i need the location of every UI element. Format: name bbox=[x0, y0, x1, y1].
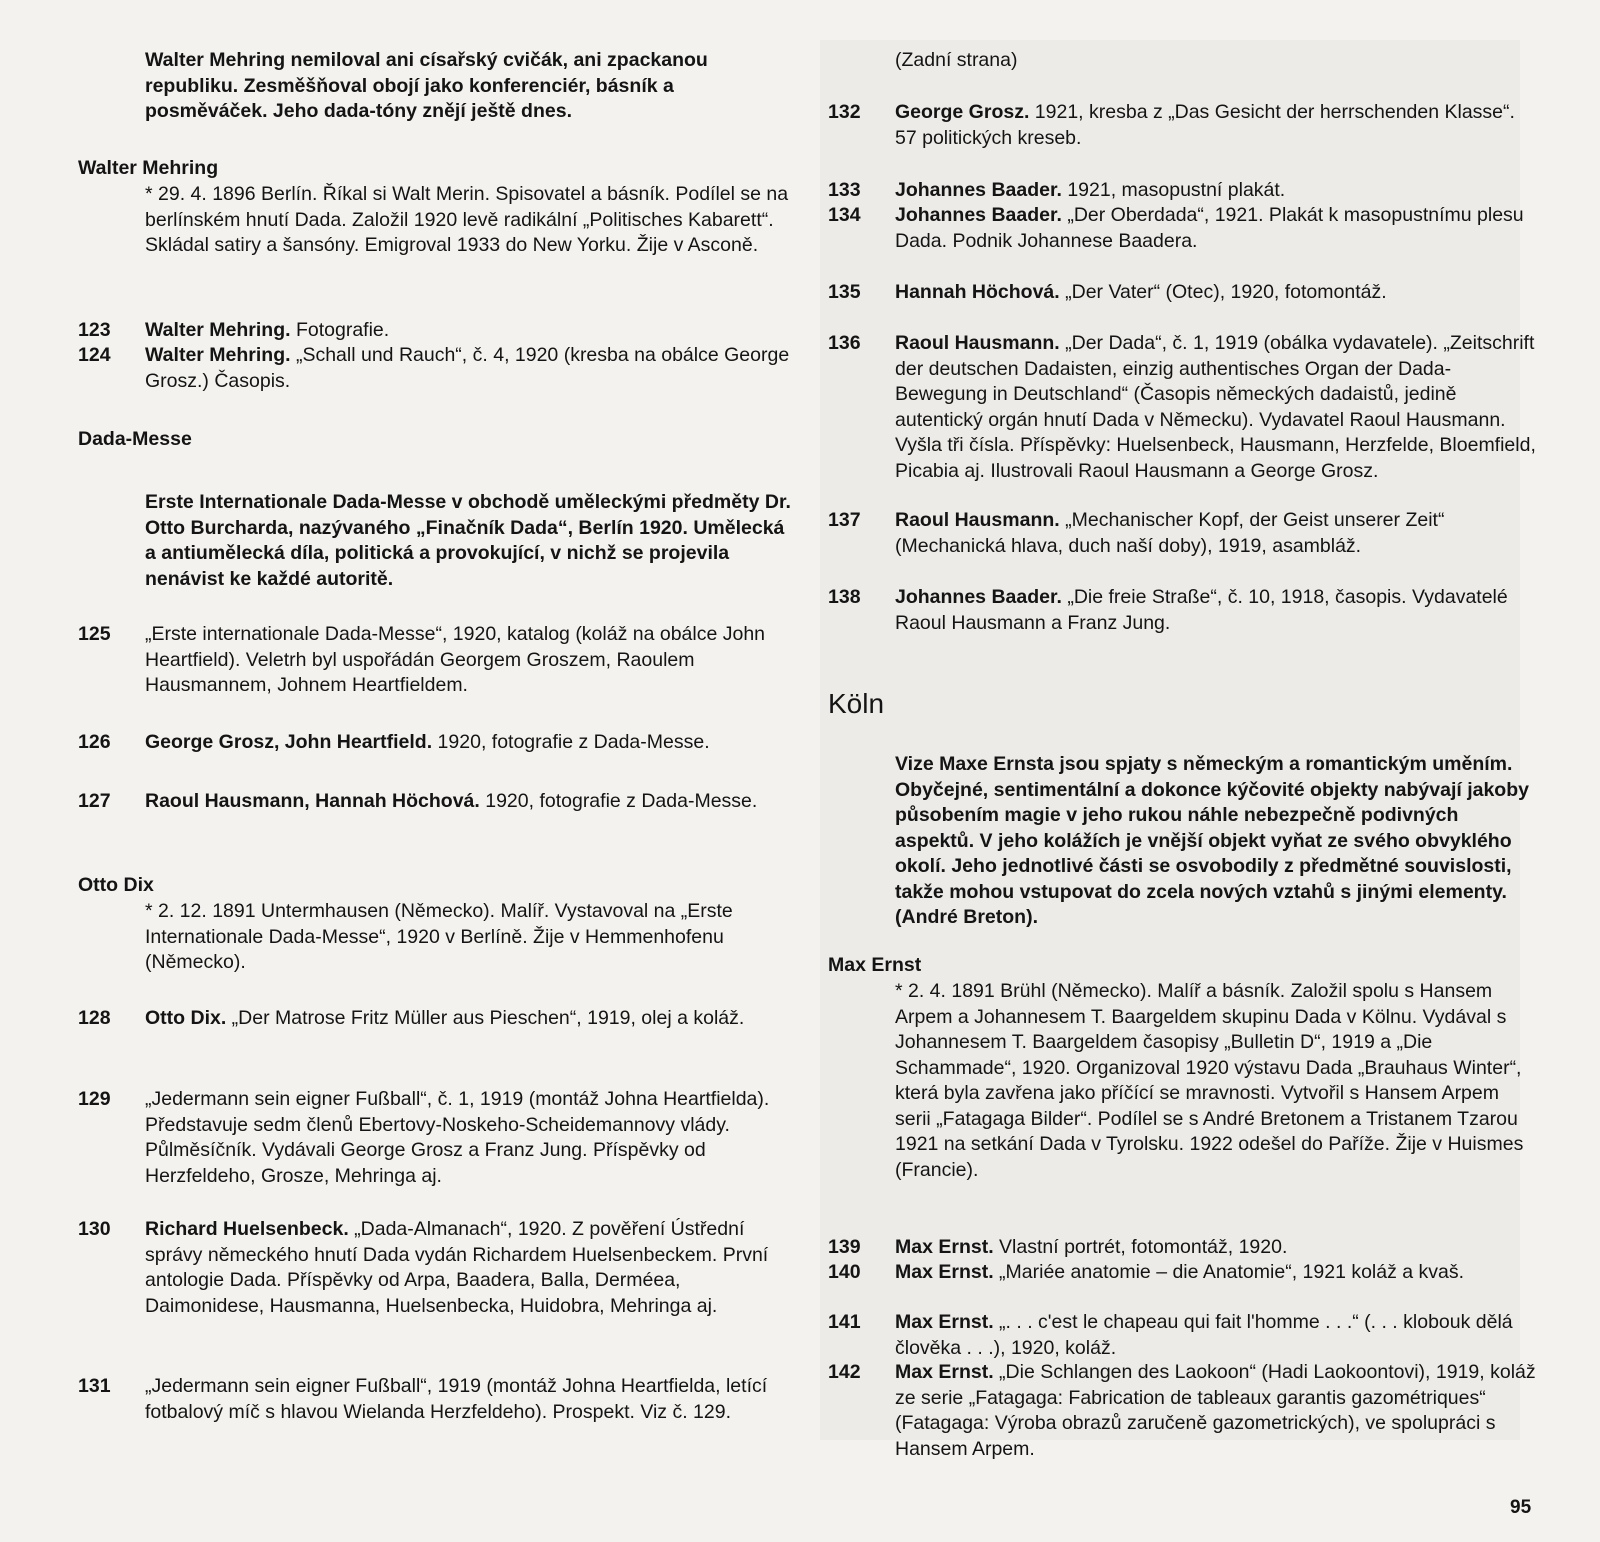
entry-text: „Mariée anatomie – die Anatomie“, 1921 koláž a kvaš. bbox=[993, 1261, 1465, 1283]
catalog-entry-126 bbox=[78, 730, 798, 756]
catalog-entry-142 bbox=[828, 1360, 1538, 1462]
ernst-heading: Max Ernst bbox=[828, 954, 922, 976]
catalog-entry-132 bbox=[828, 100, 1538, 151]
dix-heading: Otto Dix bbox=[78, 874, 154, 896]
catalog-entry-130 bbox=[78, 1217, 798, 1319]
entry-text: „Die Schlangen des Laokoon“ (Hadi Laokoontovi), 1919, koláž ze serie „Fatagaga: Fabrication de tableaux garantis gazométriques“ (Fatagaga: Výroba obrazů zaručeně gazometrických), ve spolupráci s Hansem Arpem. bbox=[895, 1361, 1536, 1460]
entry-number: 136 bbox=[828, 332, 861, 354]
entry-author: George Grosz. bbox=[895, 101, 1030, 123]
entry-text: „Jedermann sein eigner Fußball“, č. 1, 1919 (montáž Johna Heartfielda). Představuje sedm členů Ebertovy-Noskeho-Scheidemannovy vlády. Půlměsíčník. Vydávali George Grosz a Franz Jung. Příspěvky od Herzfeldeho, Grosze, Mehringa aj. bbox=[145, 1088, 770, 1187]
entry-author: Max Ernst. bbox=[895, 1311, 994, 1333]
entry-number: 132 bbox=[828, 101, 861, 123]
catalog-entry-129 bbox=[78, 1087, 798, 1189]
entry-text: 1920, fotografie z Dada-Messe. bbox=[432, 731, 710, 753]
entry-author: Max Ernst. bbox=[895, 1361, 994, 1383]
catalog-entry-123 bbox=[78, 318, 798, 344]
catalog-entry-125 bbox=[78, 622, 798, 699]
mehring-heading: Walter Mehring bbox=[78, 157, 219, 179]
entry-author: Walter Mehring. bbox=[145, 344, 291, 366]
entry-number: 123 bbox=[78, 319, 111, 341]
entry-number: 124 bbox=[78, 344, 111, 366]
catalog-entry-133 bbox=[828, 178, 1538, 204]
entry-number: 140 bbox=[828, 1261, 861, 1283]
catalog-entry-124 bbox=[78, 343, 798, 394]
entry-number: 125 bbox=[78, 623, 111, 645]
entry-author: Raoul Hausmann, Hannah Höchová. bbox=[145, 790, 480, 812]
catalog-entry-137 bbox=[828, 508, 1538, 559]
section-title-koln: Köln bbox=[828, 688, 885, 719]
entry-author: Johannes Baader. bbox=[895, 179, 1062, 201]
entry-text: „Schall und Rauch“, č. 4, 1920 (kresba na obálce George Grosz.) Časopis. bbox=[145, 344, 790, 392]
catalog-entry-127 bbox=[78, 789, 798, 815]
entry-number: 142 bbox=[828, 1361, 861, 1383]
entry-131-continued: (Zadní strana) bbox=[895, 49, 1018, 71]
entry-author: Walter Mehring. bbox=[145, 319, 291, 341]
entry-text: 1920, fotografie z Dada-Messe. bbox=[479, 790, 758, 812]
entry-number: 138 bbox=[828, 586, 861, 608]
entry-author: Richard Huelsenbeck. bbox=[145, 1218, 349, 1240]
entry-text: „Der Oberdada“, 1921. Plakát k masopustnímu plesu Dada. Podnik Johannese Baadera. bbox=[895, 204, 1524, 252]
entry-text: 1921, masopustní plakát. bbox=[1061, 179, 1286, 201]
entry-author: Raoul Hausmann. bbox=[895, 332, 1060, 354]
entry-number: 130 bbox=[78, 1218, 111, 1240]
koln-intro: Vize Maxe Ernsta jsou spjaty s německým a romantickým uměním. Obyčejné, sentimentální a dokonce kýčovité objekty nabývají jakoby působením magie v jeho rukou náhle nebezpečně podivných aspektů. V jeho kolážích je vnější objekt vyňat ze svého obvyklého okolí. Jeho jednotlivé části se osvobodily z předmětné souvislosti, takže mohou vstupovat do zcela nových vztahů s jinými elementy. (André Breton). bbox=[895, 753, 1529, 928]
mehring-bio: * 29. 4. 1896 Berlín. Říkal si Walt Merin. Spisovatel a básník. Podílel se na berlínském hnutí Dada. Založil 1920 levě radikální „Politisches Kabarett“. Skládal satiry a šansóny. Emigroval 1933 do New Yorku. Žije v Asconě. bbox=[145, 183, 789, 256]
entry-text: „Mechanischer Kopf, der Geist unserer Zeit“ (Mechanická hlava, duch naší doby), 1919, asambláž. bbox=[895, 509, 1445, 557]
catalog-entry-140 bbox=[828, 1260, 1538, 1286]
catalog-entry-135 bbox=[828, 280, 1538, 306]
entry-number: 127 bbox=[78, 790, 111, 812]
catalog-entry-136 bbox=[828, 331, 1538, 484]
entry-number: 126 bbox=[78, 731, 111, 753]
entry-number: 129 bbox=[78, 1088, 111, 1110]
entry-text: „Jedermann sein eigner Fußball“, 1919 (montáž Johna Heartfielda, letící fotbalový míč s hlavou Wielanda Herzfeldeho). Prospekt. Viz č. 129. bbox=[145, 1375, 768, 1423]
mehring-intro: Walter Mehring nemiloval ani císařský cvičák, ani zpackanou republiku. Zesměšňoval obojí jako konferenciér, básník a posměváček. Jeho dada-tóny znějí ještě dnes. bbox=[145, 49, 708, 122]
entry-text: „Der Vater“ (Otec), 1920, fotomontáž. bbox=[1059, 281, 1387, 303]
entry-text: „. . . c'est le chapeau qui fait l'homme . . .“ (. . . klobouk dělá člověka . . .), 1920, koláž. bbox=[895, 1311, 1513, 1359]
catalog-entry-139 bbox=[828, 1235, 1538, 1261]
entry-number: 131 bbox=[78, 1375, 111, 1397]
catalog-entry-138 bbox=[828, 585, 1538, 636]
catalog-entry-128 bbox=[78, 1006, 798, 1032]
entry-text: „Der Matrose Fritz Müller aus Pieschen“, 1919, olej a koláž. bbox=[226, 1007, 745, 1029]
entry-number: 128 bbox=[78, 1007, 111, 1029]
dada-messe-intro: Erste Internationale Dada-Messe v obchodě uměleckými předměty Dr. Otto Burcharda, nazývaného „Finačník Dada“, Berlín 1920. Umělecká a antiumělecká díla, politická a provokující, v nichž se projevila nenávist ke každé autoritě. bbox=[145, 491, 791, 590]
page-number: 95 bbox=[1510, 1497, 1532, 1518]
entry-text: Fotografie. bbox=[290, 319, 390, 341]
entry-text: „Der Dada“, č. 1, 1919 (obálka vydavatele). „Zeitschrift der deutschen Dadaisten, einzig authentisches Organ der Dada-Bewegung in Deutschland“ (Časopis německých dadaistů, jedině autentický orgán hnutí Dada v Německu). Vydavatel Raoul Hausmann. Vyšla tři čísla. Příspěvky: Huelsenbeck, Hausmann, Herzfelde, Bloemfield, Picabia aj. Ilustrovali Raoul Hausmann a George Grosz. bbox=[895, 332, 1536, 482]
entry-author: Raoul Hausmann. bbox=[895, 509, 1060, 531]
entry-text: Vlastní portrét, fotomontáž, 1920. bbox=[993, 1236, 1288, 1258]
entry-author: Otto Dix. bbox=[145, 1007, 227, 1029]
ernst-bio: * 2. 4. 1891 Brühl (Německo). Malíř a básník. Založil spolu s Hansem Arpem a Johannesem T. Baargeldem skupinu Dada v Kölnu. Vydával s Johannesem T. Baargeldem časopisy „Bulletin D“, 1919 a „Die Schammade“, 1920. Organizoval 1920 výstavu Dada „Brauhaus Winter“, která byla zavřena jako příčící se mravnosti. Vytvořil s Hansem Arpem serii „Fatagaga Bilder“. Podílel se s André Bretonem a Tristanem Tzarou 1921 na setkání Dada v Tyrolsku. 1922 odešel do Paříže. Žije v Huismes (Francie). bbox=[895, 980, 1524, 1181]
catalog-entry-131 bbox=[78, 1374, 798, 1425]
entry-number: 135 bbox=[828, 281, 861, 303]
entry-text: 1921, kresba z „Das Gesicht der herrschenden Klasse“. 57 politických kreseb. bbox=[895, 101, 1515, 149]
entry-text: „Die freie Straße“, č. 10, 1918, časopis. Vydavatelé Raoul Hausmann a Franz Jung. bbox=[895, 586, 1508, 634]
entry-author: Hannah Höchová. bbox=[895, 281, 1060, 303]
entry-number: 134 bbox=[828, 204, 861, 226]
entry-author: Johannes Baader. bbox=[895, 204, 1062, 226]
entry-number: 139 bbox=[828, 1236, 861, 1258]
catalog-entry-134 bbox=[828, 203, 1538, 254]
entry-text: „Dada-Almanach“, 1920. Z pověření Ústřední správy německého hnutí Dada vydán Richardem Huelsenbeckem. První antologie Dada. Příspěvky od Arpa, Baadera, Balla, Derméea, Daimonidese, Hausmanna, Huelsenbecka, Huidobra, Mehringa aj. bbox=[145, 1218, 769, 1317]
entry-author: Johannes Baader. bbox=[895, 586, 1062, 608]
entry-author: George Grosz, John Heartfield. bbox=[145, 731, 433, 753]
catalog-entry-141 bbox=[828, 1310, 1538, 1361]
entry-author: Max Ernst. bbox=[895, 1236, 994, 1258]
entry-text: „Erste internationale Dada-Messe“, 1920, katalog (koláž na obálce John Heartfield). Veletrh byl uspořádán Georgem Groszem, Raoulem Hausmannem, Johnem Heartfieldem. bbox=[145, 623, 766, 696]
entry-number: 137 bbox=[828, 509, 861, 531]
entry-number: 133 bbox=[828, 179, 861, 201]
dada-messe-heading: Dada-Messe bbox=[78, 428, 192, 450]
entry-author: Max Ernst. bbox=[895, 1261, 994, 1283]
entry-number: 141 bbox=[828, 1311, 861, 1333]
dix-bio: * 2. 12. 1891 Untermhausen (Německo). Malíř. Vystavoval na „Erste Internationale Dada-Messe“, 1920 v Berlíně. Žije v Hemmenhofenu (Německo). bbox=[145, 900, 733, 973]
